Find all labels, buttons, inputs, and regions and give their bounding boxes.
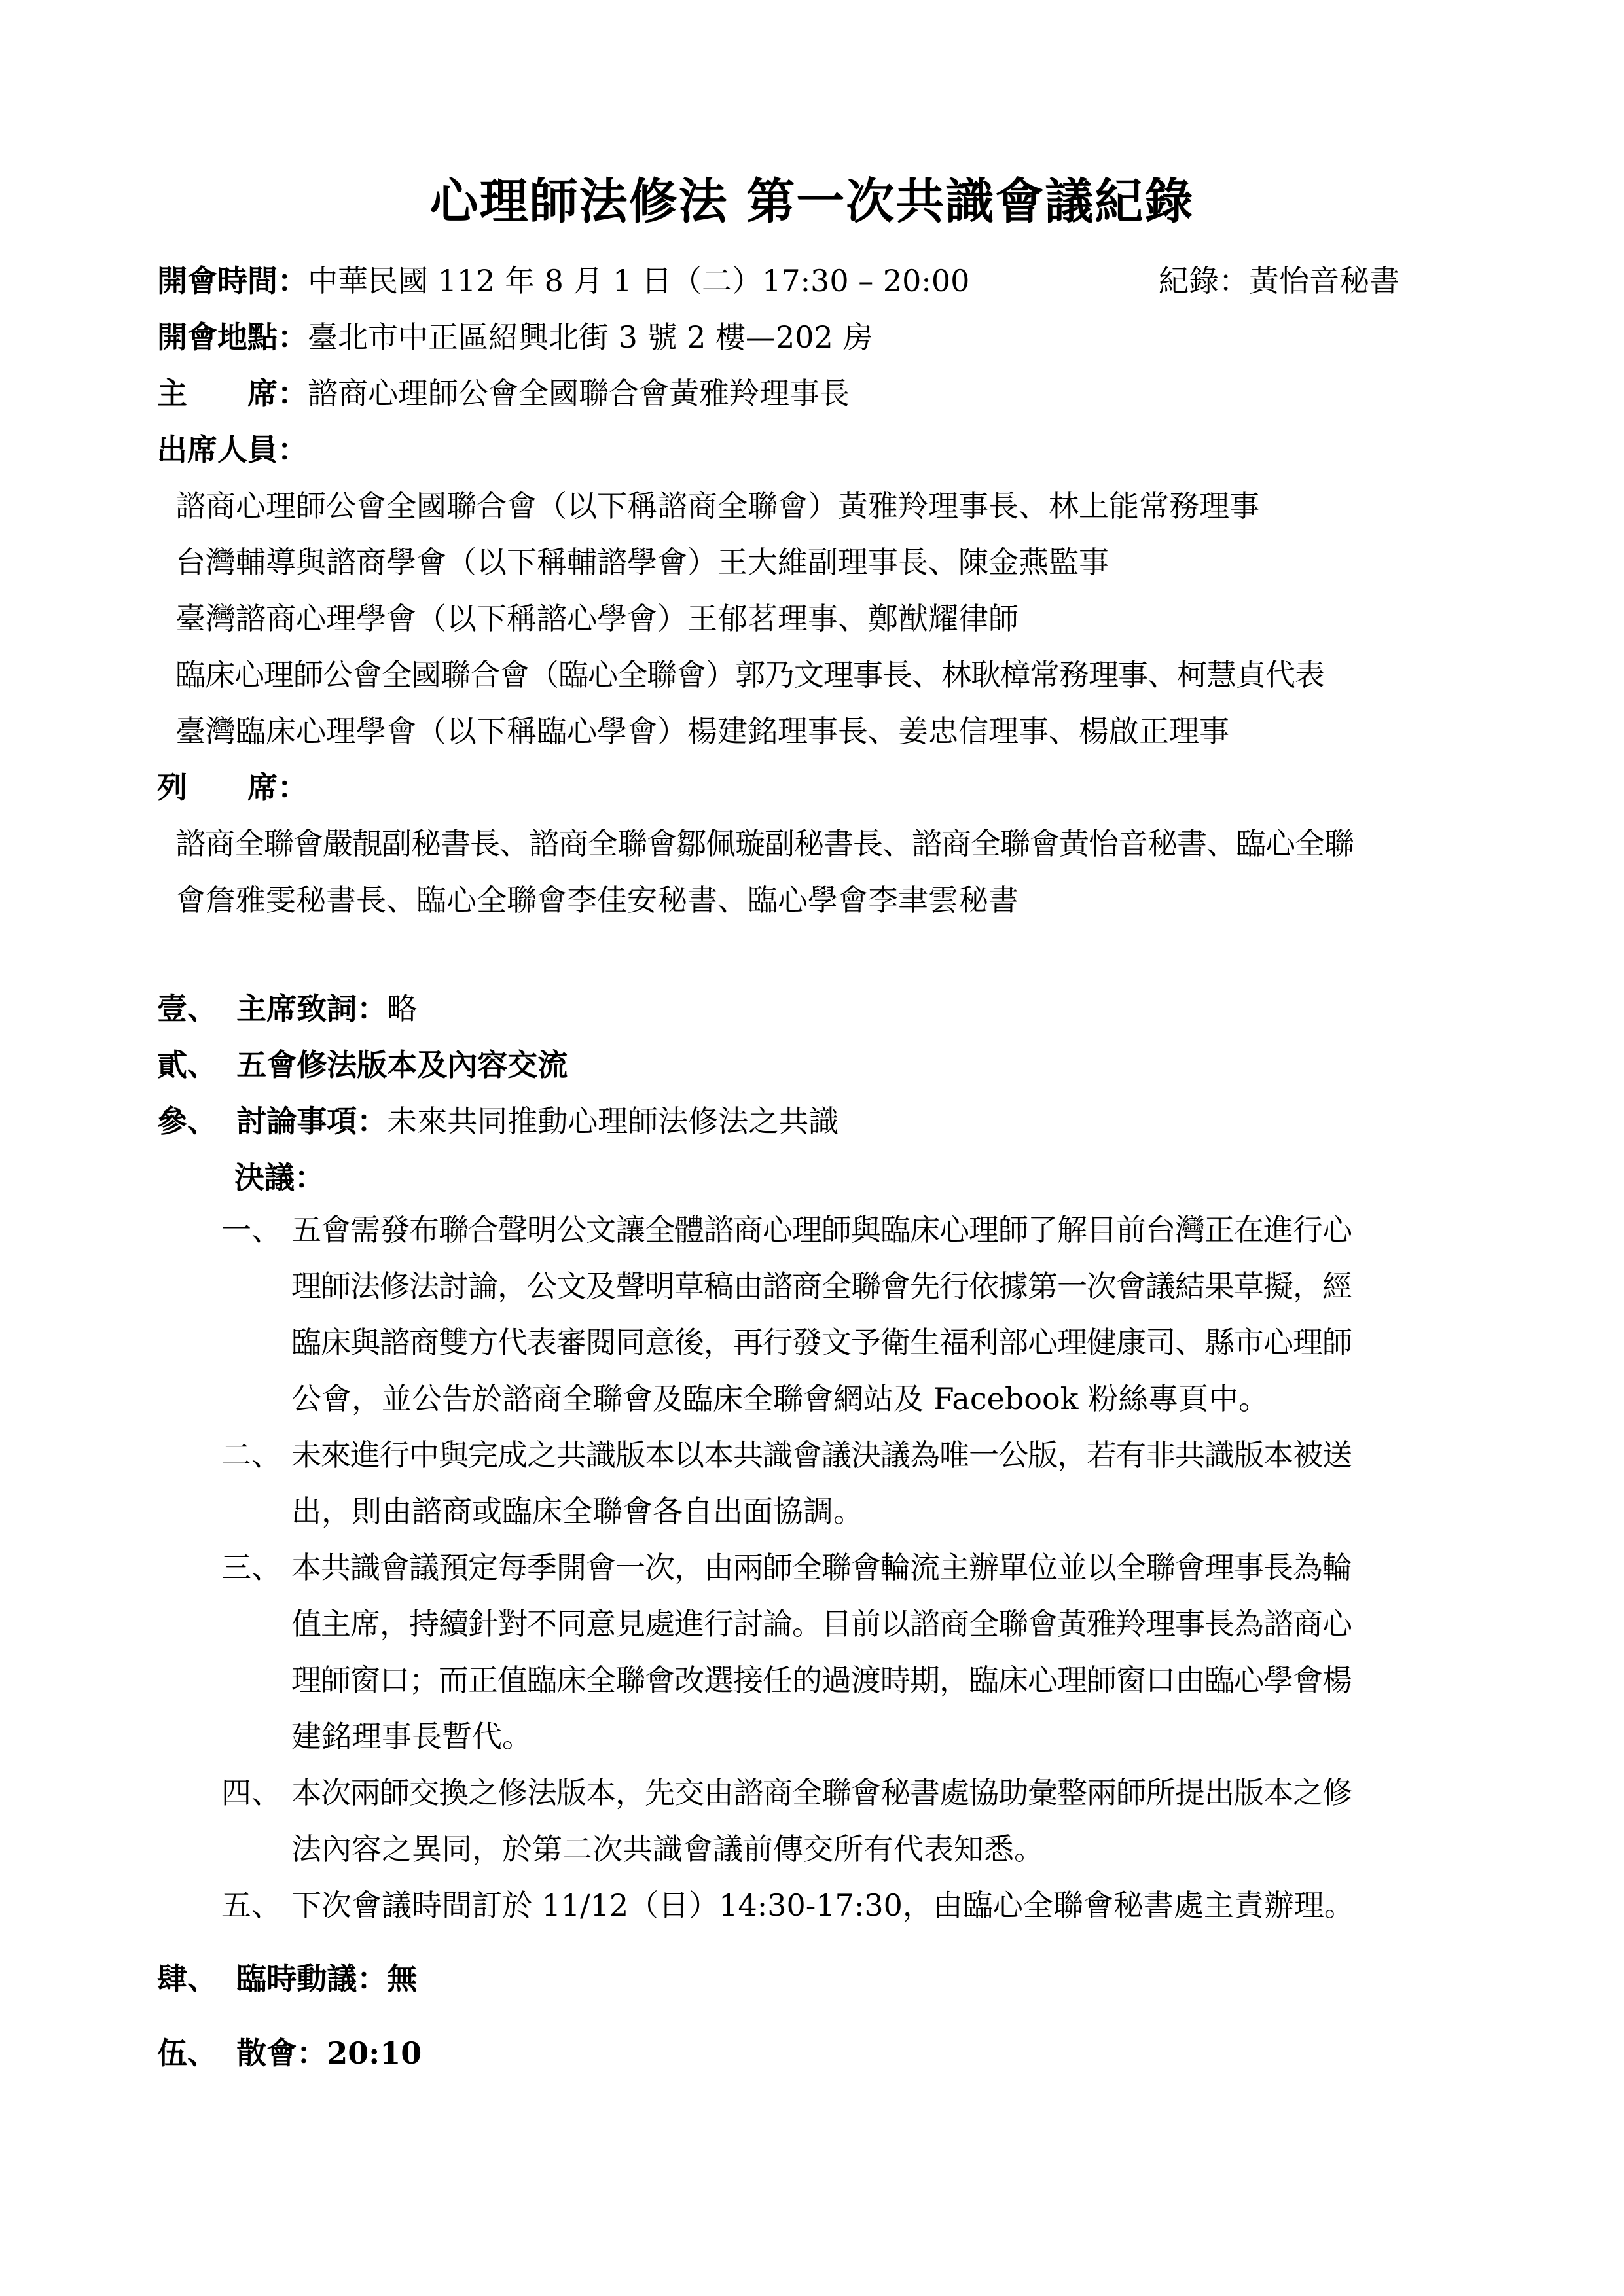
section-number: 貳、: [157, 1047, 217, 1083]
section-number: 肆、: [157, 1961, 217, 1996]
section-title: 五會修法版本及內容交流: [236, 1047, 568, 1083]
chair-value: 諮商心理師公會全國聯合會黃雅羚理事長: [308, 376, 850, 411]
resolution-line: 理師窗口；而正值臨床全聯會改選接任的過渡時期，臨床心理師窗口由臨心學會楊: [291, 1662, 1352, 1698]
section-number: 壹、: [157, 991, 217, 1026]
document-title: 心理師法修法 第一次共識會議紀錄: [429, 173, 1195, 230]
resolution-line: 本共識會議預定每季開會一次，由兩師全聯會輪流主辦單位並以全聯會理事長為輪: [291, 1550, 1352, 1585]
resolution-line: 下次會議時間訂於 11/12（日）14:30-17:30，由臨心全聯會秘書處主責辦理。: [291, 1888, 1354, 1923]
section-content: 20:10: [327, 2036, 422, 2071]
resolution-line: 未來進行中與完成之共識版本以本共識會議決議為唯一公版，若有非共識版本被送: [291, 1437, 1352, 1473]
resolution-label: 決議：: [234, 1160, 325, 1195]
section-number: 參、: [157, 1103, 217, 1139]
section-number: 伍、: [157, 2036, 217, 2071]
section-content: 無: [387, 1961, 418, 1996]
section-3: [157, 1101, 839, 1141]
section-1: [157, 988, 417, 1029]
section-content: 未來共同推動心理師法修法之共識: [387, 1103, 839, 1139]
resolution-line: 建銘理事長暫代。: [291, 1719, 532, 1754]
resolution-line: 出，則由諮商或臨床全聯會各自出面協調。: [291, 1494, 863, 1529]
resolution-line: 本次兩師交換之修法版本，先交由諮商全聯會秘書處協助彙整兩師所提出版本之修: [291, 1775, 1352, 1810]
resolution-line: 五會需發布聯合聲明公文讓全體諮商心理師與臨床心理師了解目前台灣正在進行心: [291, 1212, 1352, 1247]
observers-label: 列 席：: [157, 770, 308, 805]
attendee-item: 臺灣臨床心理學會（以下稱臨心學會）楊建銘理事長、姜忠信理事、楊啟正理事: [175, 713, 1229, 749]
attendee-item: 台灣輔導與諮商學會（以下稱輔諮學會）王大維副理事長、陳金燕監事: [175, 545, 1109, 580]
section-title: 臨時動議：: [236, 1961, 388, 1996]
attendee-item: 臺灣諮商心理學會（以下稱諮心學會）王郁茗理事、鄭猷耀律師: [175, 601, 1019, 636]
section-2: [157, 1045, 568, 1085]
resolution-line: 臨床與諮商雙方代表審閱同意後，再行發文予衛生福利部心理健康司、縣市心理師: [291, 1325, 1352, 1360]
section-title: 主席致詞：: [236, 991, 388, 1026]
attendees-label: 出席人員：: [157, 432, 308, 467]
resolution-number: 五、: [221, 1888, 281, 1923]
attendee-item: 諮商心理師公會全國聯合會（以下稱諮商全聯會）黃雅羚理事長、林上能常務理事: [175, 488, 1259, 524]
section-5: [157, 2033, 422, 2073]
resolution-number: 二、: [221, 1437, 281, 1473]
resolution-number: 四、: [221, 1775, 281, 1810]
resolution-line: 值主席，持續針對不同意見處進行討論。目前以諮商全聯會黃雅羚理事長為諮商心: [291, 1606, 1352, 1641]
chair-row: [157, 373, 850, 414]
resolution-line: 公會，並公告於諮商全聯會及臨床全聯會網站及 Facebook 粉絲專頁中。: [291, 1381, 1269, 1416]
section-title: 散會：: [236, 2036, 327, 2071]
meeting-time-value: 中華民國 112 年 8 月 1 日（二）17:30 – 20:00: [308, 263, 970, 298]
attendee-item: 臨床心理師公會全國聯合會（臨心全聯會）郭乃文理事長、林耿樟常務理事、柯慧貞代表: [175, 657, 1324, 692]
section-4: [157, 1958, 417, 1999]
recorder: 紀錄：黃怡音秘書: [1159, 263, 1399, 298]
resolution-number: 一、: [221, 1212, 281, 1247]
meeting-place-row: [157, 317, 873, 357]
section-title: 討論事項：: [236, 1103, 388, 1139]
resolution-number: 三、: [221, 1550, 281, 1585]
meeting-time-row: [157, 260, 969, 301]
resolution-line: 理師法修法討論，公文及聲明草稿由諮商全聯會先行依據第一次會議結果草擬，經: [291, 1268, 1352, 1304]
observers-line: 會詹雅雯秘書長、臨心全聯會李佳安秘書、臨心學會李聿雲秘書: [175, 882, 1019, 918]
observers-line: 諮商全聯會嚴靚副秘書長、諮商全聯會鄒佩璇副秘書長、諮商全聯會黃怡音秘書、臨心全聯: [175, 826, 1354, 861]
meeting-place-value: 臺北市中正區紹興北街 3 號 2 樓—202 房: [308, 319, 873, 355]
meeting-place-label: 開會地點：: [157, 319, 308, 355]
resolution-line: 法內容之異同，於第二次共識會議前傳交所有代表知悉。: [291, 1831, 1044, 1867]
section-content: 略: [387, 991, 418, 1026]
chair-label: 主 席：: [157, 376, 308, 411]
meeting-time-label: 開會時間：: [157, 263, 308, 298]
